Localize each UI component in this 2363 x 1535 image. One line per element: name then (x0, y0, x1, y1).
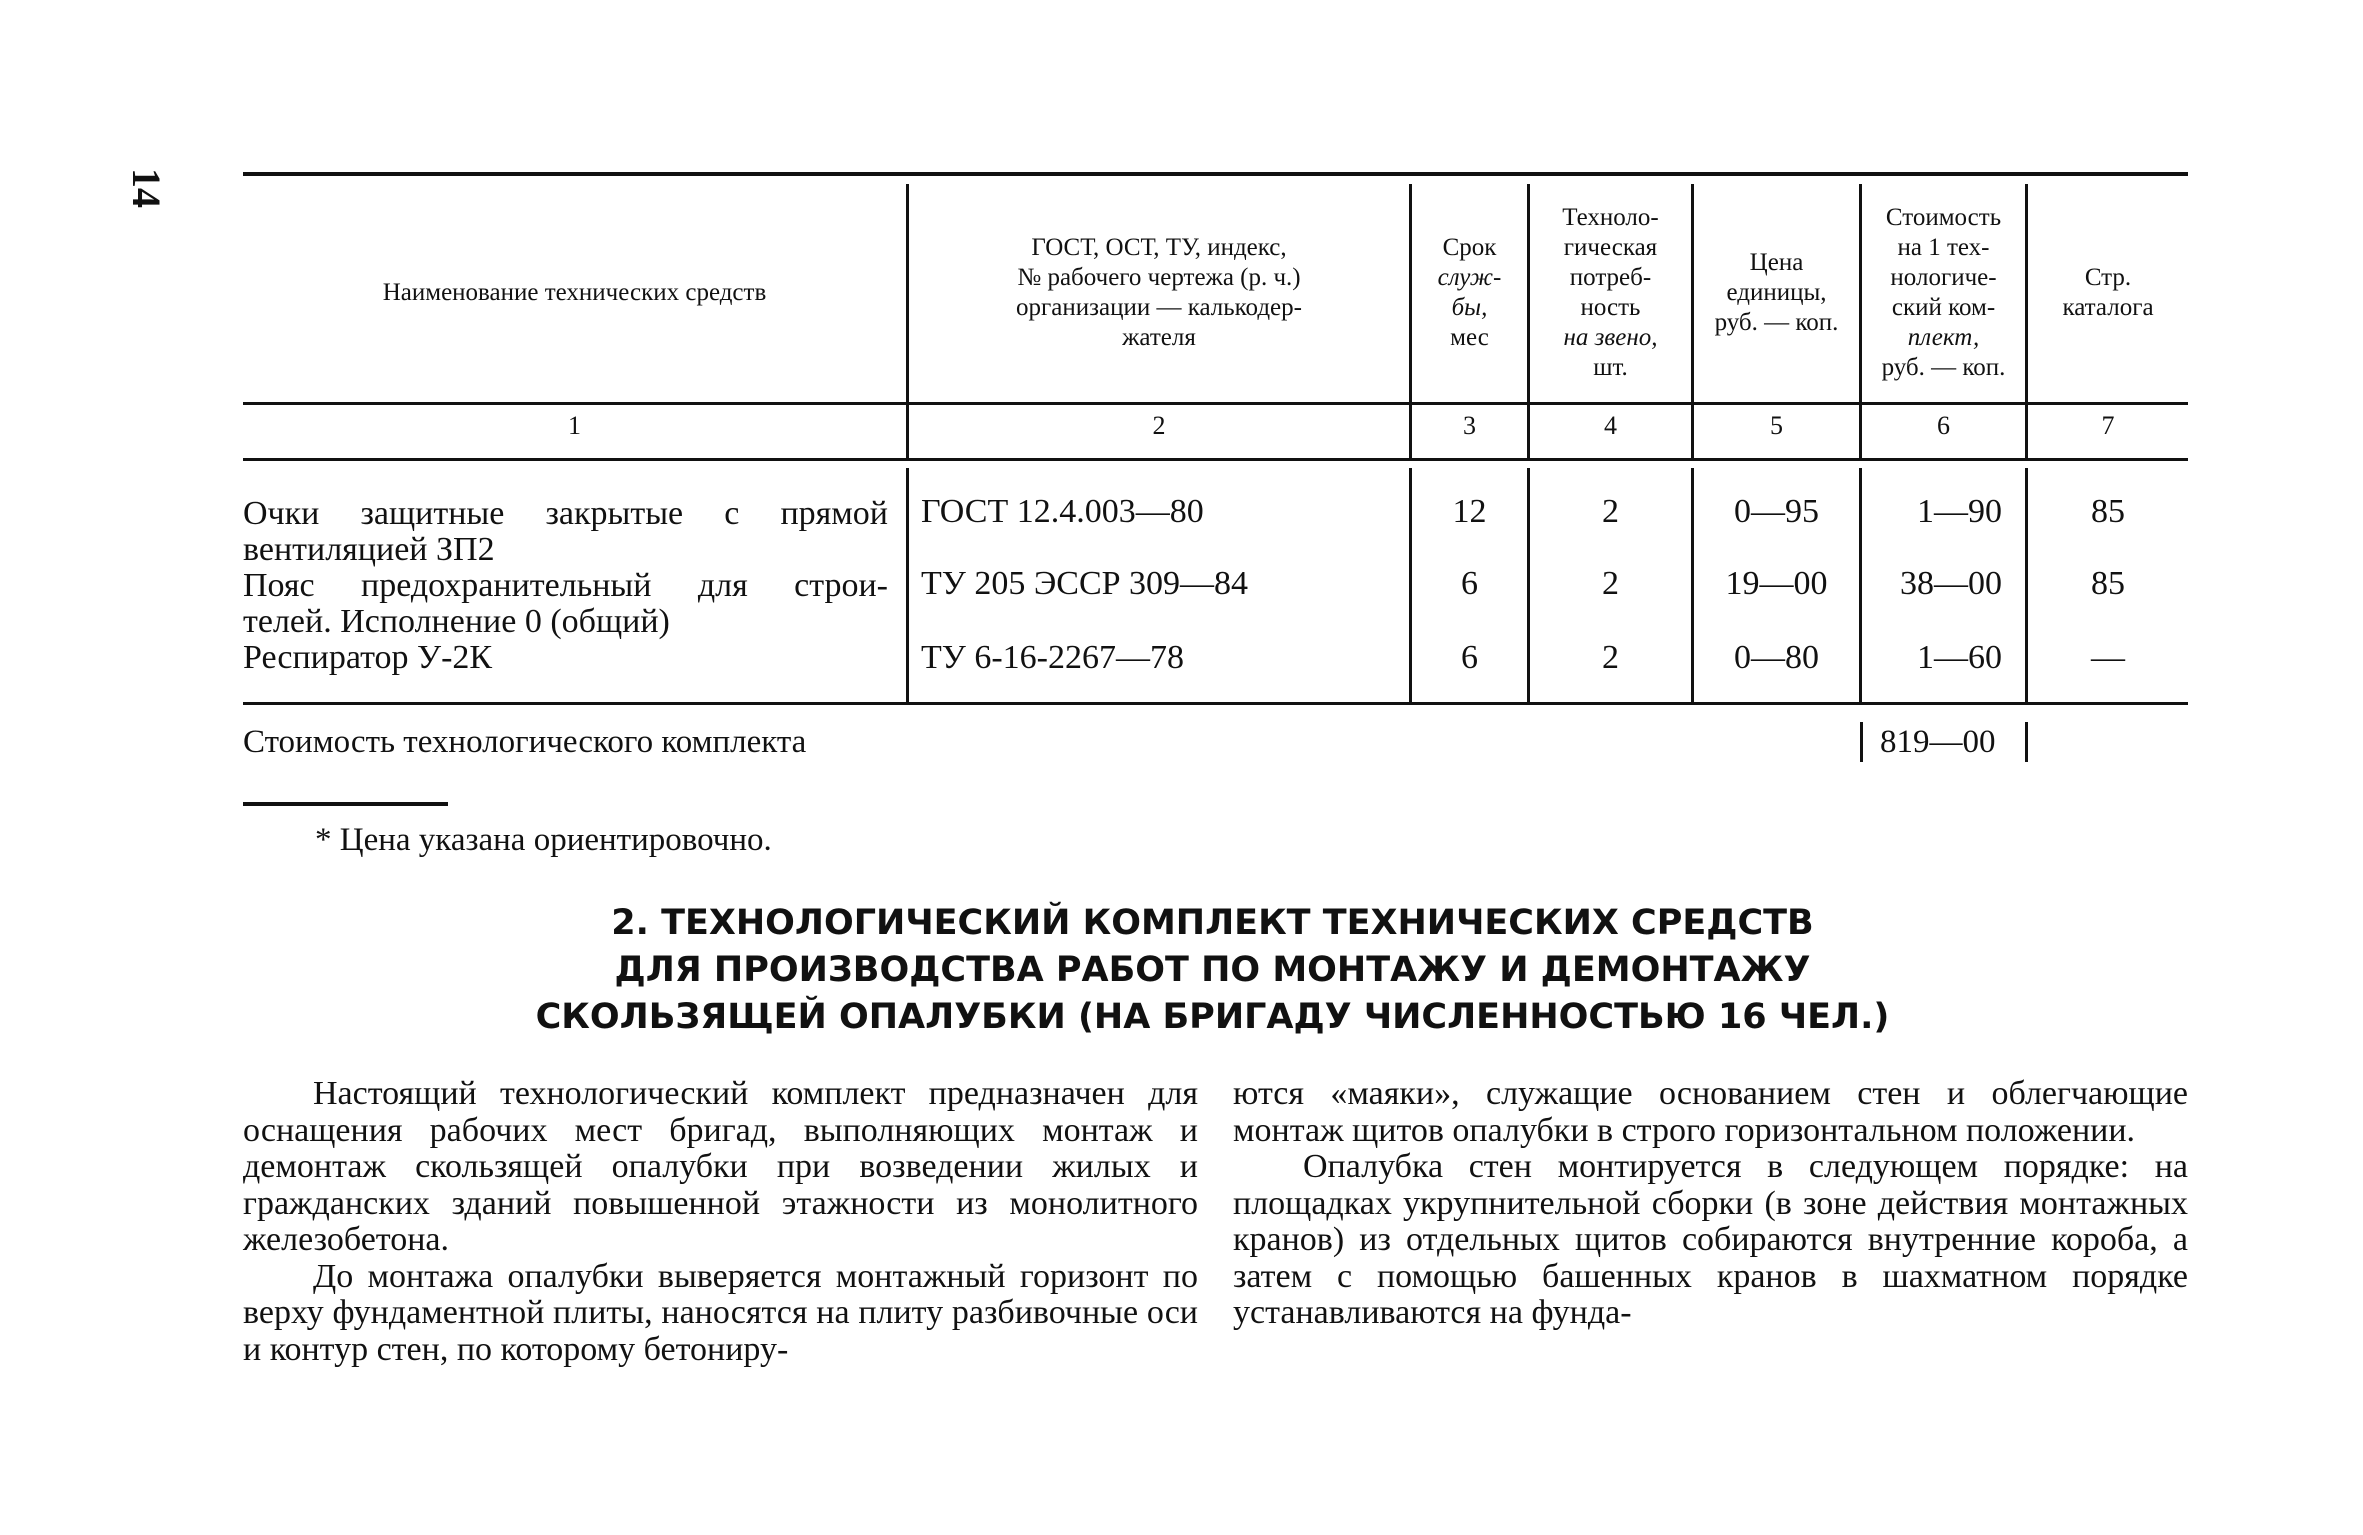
header-name: Наименование технических средств (382, 279, 767, 306)
total-value: 819—00 (1880, 724, 1996, 760)
paragraph: Настоящий технологический комплект предназначен для оснащения рабочих мест бригад, выполняющих монтаж и демонтаж скользящей опалубки при возведении жилых и гражданских зданий повышенной этажности из монолитного железобетона. (243, 1075, 1198, 1258)
table-row-need: 2 (1602, 493, 1619, 530)
header-service-life: Срок служ- бы, мес (1437, 234, 1502, 351)
table-row-standard: ТУ 6-16-2267—78 (921, 639, 1184, 676)
total-bar-right (2025, 722, 2028, 762)
header-need: Техноло- гическая потреб- ность на звено, шт. (1562, 204, 1659, 381)
table-row-cost: 38—00 (1900, 565, 2002, 602)
table-row-page: 85 (2091, 565, 2125, 602)
table-row-name: Респиратор У-2К (243, 639, 493, 676)
total-bar-left (1860, 722, 1863, 762)
numbers-bottom-rule (243, 458, 2188, 461)
table-row-price: 19—00 (1725, 565, 1828, 602)
col-divider (906, 468, 909, 702)
table-row-name: Очки защитные закрытые с прямой вентиляцией ЗП2 (243, 495, 888, 568)
table-row-service-life: 12 (1452, 493, 1487, 530)
table-row-price: 0—80 (1734, 639, 1819, 676)
footnote: * Цена указана ориентировочно. (315, 822, 772, 858)
paragraph: До монтажа опалубки выверяется монтажный горизонт по верху фундаментной плиты, наносятся на плиту разбивочные оси и контур стен, по которому бетониру- (243, 1257, 1198, 1368)
column-number: 3 (1463, 411, 1476, 440)
header-catalog-page: Стр. каталога (2062, 264, 2154, 321)
header-standard: ГОСТ, ОСТ, ТУ, индекс, № рабочего чертежа (р. ч.) организации — калькодер- жателя (1016, 234, 1302, 351)
column-number: 6 (1937, 411, 1950, 440)
table-row-need: 2 (1602, 565, 1619, 602)
table-row-page: — (2091, 639, 2125, 676)
header-cost: Стоимость на 1 тех- нологиче- ский ком- плект, руб. — коп. (1881, 204, 2006, 381)
body-column-left (243, 1076, 1198, 1368)
header-bottom-rule (243, 402, 2188, 405)
table-row-service-life: 6 (1461, 639, 1478, 676)
table-row-service-life: 6 (1461, 565, 1478, 602)
footnote-rule (243, 802, 448, 806)
column-number: 5 (1770, 411, 1783, 440)
paragraph: Опалубка стен монтируется в следующем порядке: на площадках укрупнительной сборки (в зоне действия монтажных кранов) из отдельных щитов собираются внутренние короба, а затем с помощью башенных кранов в шахматном порядке устанавливаются на фунда- (1233, 1148, 2188, 1331)
table-row-standard: ГОСТ 12.4.003—80 (921, 493, 1204, 530)
table-row-cost: 1—60 (1917, 639, 2002, 676)
header-price: Цена единицы, руб. — коп. (1714, 249, 1839, 336)
table-row-price: 0—95 (1734, 493, 1819, 530)
table-top-rule (243, 172, 2188, 176)
section-heading: 2. ТЕХНОЛОГИЧЕСКИЙ КОМПЛЕКТ ТЕХНИЧЕСКИХ СРЕДСТВ ДЛЯ ПРОИЗВОДСТВА РАБОТ ПО МОНТАЖУ И ДЕМОНТАЖУ СКОЛЬЗЯЩЕЙ ОПАЛУБКИ (НА БРИГАДУ ЧИСЛЕННОСТЬЮ 16 ЧЕЛ.) (535, 903, 1890, 1037)
page-number: 14 (124, 168, 169, 208)
column-number: 1 (568, 411, 581, 440)
table-row-need: 2 (1602, 639, 1619, 676)
paragraph: ются «маяки», служащие основанием стен и облегчающие монтаж щитов опалубки в строго горизонтальном положении. (1233, 1075, 2188, 1149)
body-bottom-rule (243, 702, 2188, 705)
column-number: 2 (1152, 411, 1166, 440)
table-row-standard: ТУ 205 ЭССР 309—84 (921, 565, 1249, 602)
table-row-page: 85 (2091, 493, 2125, 530)
table-row-cost: 1—90 (1917, 493, 2002, 530)
column-number: 4 (1604, 411, 1617, 440)
column-number: 7 (2101, 411, 2115, 440)
body-column-right (1233, 1076, 2188, 1332)
table-row-name: Пояс предохранительный для строи- телей. Исполнение 0 (общий) (243, 567, 888, 640)
total-label: Стоимость технологического комплекта (243, 724, 807, 760)
